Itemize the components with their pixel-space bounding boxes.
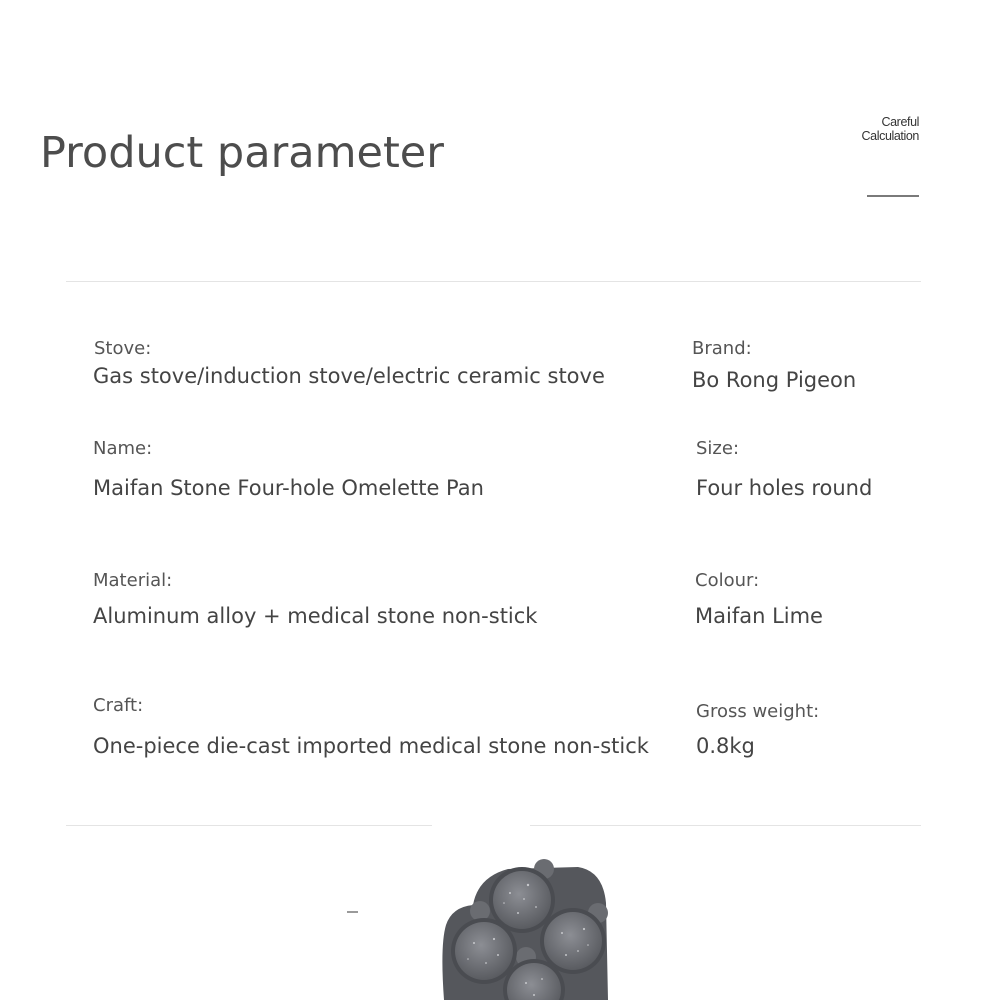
caption-line-1: Careful — [881, 115, 919, 129]
page-title: Product parameter — [40, 128, 444, 178]
careful-calculation-caption — [862, 115, 919, 143]
gross-weight-label: Gross weight: — [696, 701, 820, 722]
name-label: Name: — [93, 438, 153, 459]
gross-weight-value: 0.8kg — [696, 734, 755, 758]
material-value: Aluminum alloy + medical stone non-stick — [93, 604, 538, 628]
craft-value: One-piece die-cast imported medical stone non-stick — [93, 734, 649, 758]
small-dash-mark — [347, 911, 358, 913]
stove-label: Stove: — [94, 338, 152, 359]
colour-label: Colour: — [695, 570, 760, 591]
omelette-pan-image — [438, 855, 618, 1000]
size-label: Size: — [696, 438, 740, 459]
name-value: Maifan Stone Four-hole Omelette Pan — [93, 476, 484, 500]
material-label: Material: — [93, 570, 173, 591]
size-value: Four holes round — [696, 476, 873, 500]
stove-value: Gas stove/induction stove/electric ceramic stove — [93, 364, 605, 388]
caption-line-2: Calculation — [861, 129, 919, 143]
caption-underline — [867, 195, 919, 197]
bottom-divider-right — [530, 825, 921, 826]
top-divider — [66, 281, 921, 282]
brand-label: Brand: — [692, 338, 752, 359]
bottom-divider-left — [66, 825, 432, 826]
brand-value: Bo Rong Pigeon — [692, 368, 857, 392]
colour-value: Maifan Lime — [695, 604, 823, 628]
craft-label: Craft: — [93, 695, 144, 716]
